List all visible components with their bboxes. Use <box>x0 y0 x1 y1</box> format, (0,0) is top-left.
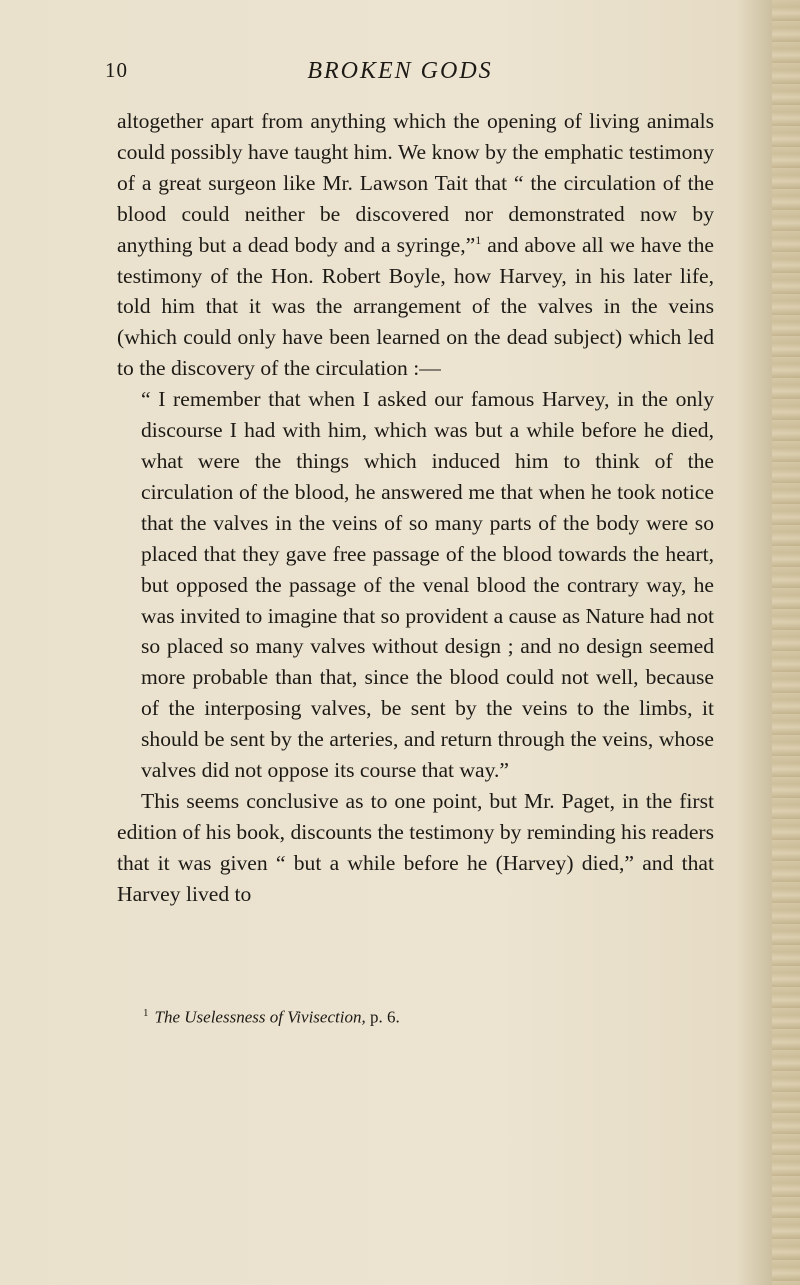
paragraph-2: This seems conclusive as to one point, but Mr. Paget, in the first edition of his book, discounts the testimony by reminding his readers that it was given “ but a while before he (Harvey) died,” and that Harvey lived to <box>117 788 714 906</box>
footnote-reference: 1 <box>475 232 482 247</box>
running-title: BROKEN GODS <box>307 58 493 84</box>
page-number: 10 <box>105 58 128 82</box>
block-quotation <box>141 384 714 786</box>
footnote-page-ref: p. 6. <box>365 1007 400 1027</box>
paragraph-1-text: altogether apart from anything which the opening of living animals could possibly have taught him. We know by the emphatic testimony of a great surgeon like Mr. Lawson Tait that “ the circulation of the blood could neither be discovered nor demonstrated now by anything but a dead body and a syringe,” <box>117 109 714 257</box>
page-header <box>0 58 800 92</box>
paragraph-1-continuation: and above all we have the testimony of the Hon. Robert Boyle, how Harvey, in his later life, told him that it was the arrangement of the valves in the veins (which could only have been learned on the dead subject) which led to the discovery of the circulation :— <box>117 232 714 381</box>
footnote <box>143 1007 400 1028</box>
page-edge <box>772 0 800 1285</box>
footnote-mark: 1 <box>143 1007 149 1019</box>
paragraph-1 <box>117 106 714 384</box>
body-text <box>117 106 714 910</box>
quotation-text: “ I remember that when I asked our famous Harvey, in the only discourse I had with him, which was but a while before he died, what were the things which induced him to think of the circulation of the blood, he answered me that when he took notice that the valves in the veins of so many parts of the body were so placed that they gave free passage of the blood towards the heart, but opposed the passage of the venal blood the contrary way, he was invited to imagine that so provident a cause as Nature had not so placed so many valves without design ; and no design seemed more probable than that, since the blood could not well, because of the interposing valves, be sent by the veins to the limbs, it should be sent by the arteries, and return through the veins, whose valves did not oppose its course that way.” <box>141 387 714 783</box>
footnote-title: The Uselessness of Vivisection, <box>154 1007 366 1027</box>
